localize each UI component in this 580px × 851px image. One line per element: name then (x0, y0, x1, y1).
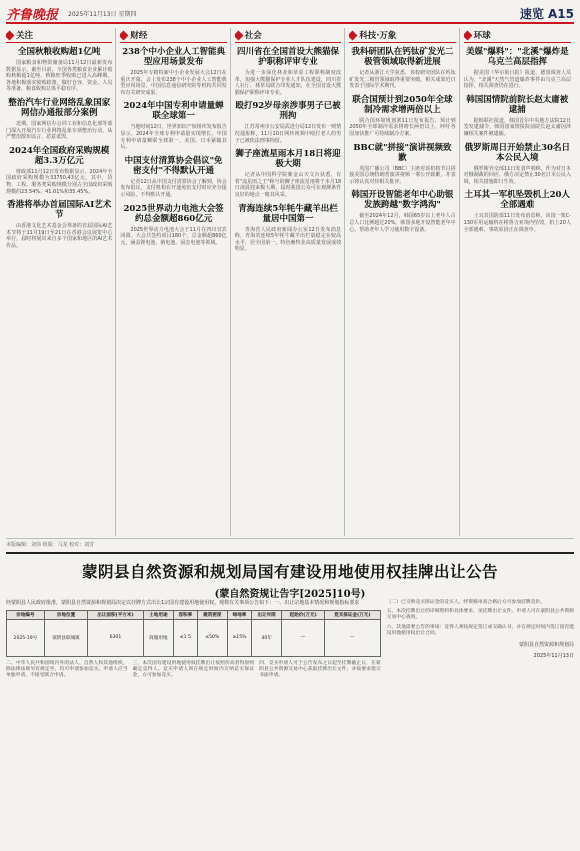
article-body: 近期，国家网信办会同工业和信息化部等部门深入开展汽车行业网络乱象专项整治行动，从严整治散布谣言、恶意诋毁、 (6, 120, 113, 141)
table-row (7, 619, 381, 656)
article-body: 据美国《华尔街日报》报道，德国调查人员认为，"北溪"天然气管道爆炸事件由乌克兰高层指挥，相关调查仍在进行。 (463, 70, 571, 90)
column-header (120, 28, 226, 43)
table-cell: ≥15% (227, 619, 251, 656)
article (235, 204, 341, 253)
article-body: 土耳其国防部11日发布消息称，该国一架C-130军用运输机在格鲁吉亚境内坠毁，机上20人全部遇难，事故原因正在调查中。 (463, 213, 571, 233)
page-credits: 本版编辑：刘伟 组版：马龙 校对：刘芳 (6, 538, 574, 551)
column-keji (349, 28, 459, 536)
parcel-table (6, 610, 381, 657)
article (120, 101, 226, 150)
article-body: 英国广播公司（BBC）主席对该机构节目拼接美国总统特朗普演讲视频一事公开致歉，并表示将认真对待相关批评。 (349, 165, 456, 185)
table-header-row (7, 610, 381, 619)
news-columns (6, 28, 574, 536)
column-guanzhu (6, 28, 116, 536)
article-body: 由香港文化艺术基金会筹备的首届国际AI艺术节将于11月19日至21日在香港会议展览中心举行，届时将展出来自多个国家和地区的AI艺术作品。 (6, 223, 113, 249)
table-header: 起始价(万元) (282, 610, 325, 619)
article-title: 2024年中国专利申请量蝉联全球第一 (123, 101, 224, 122)
table-cell: — (324, 619, 380, 656)
article (6, 146, 112, 195)
article (235, 47, 341, 96)
article-title: 青海连续5年牦牛藏羊出栏量居中国第一 (238, 203, 338, 224)
article-body: 青海省人民政府新闻办公室12日发布消息称，青海省连续5年牦牛藏羊出栏量稳定在较高水平，居全国第一，特色畜牧业高质量发展成效明显。 (234, 226, 342, 253)
article-body: 当地时间12日，世界知识产权组织发布报告显示，2024年全球专利申请量实现增长，中国专利申请量蝉联全球第一，美国、日本紧随其后。 (120, 124, 227, 151)
article (349, 190, 455, 233)
column-title: 财经 (130, 31, 148, 41)
article-title: 四川省在全国首设大熊猫保护职称评审专业 (236, 47, 339, 67)
notice-subtitle: (蒙自然资规让告字[2025]10号) (214, 589, 366, 600)
article (6, 200, 112, 249)
article-body: 财政部11月12日发布数据显示，2024年全国政府采购规模为33750.43亿元，其中，货物、工程、服务类采购规模分别占全国政府采购规模的23.54%、41.01%和35.45%。 (6, 168, 113, 195)
column-header (349, 28, 455, 43)
article-title: 韩国开设智能老年中心助银发族跨越"数字鸿沟" (351, 190, 454, 211)
article-body: 截至2024年12月，韩国65岁以上老年人占总人口比例超过20%，韩国多地开设智能老年中心，帮助老年人学习使用数字设备。 (349, 213, 456, 233)
article-body: 国家粮食和物资储备局11月12日最新发布数据显示，截至目前，全国各类粮食企业累计收购秋粮超1亿吨，秋粮旺季收购已进入高峰期。各地积极落实收购政策，做好仓容、资金、人员等准备，粮食收购总体平稳有序。 (6, 60, 113, 93)
table-header: 出让面积(平方米) (88, 610, 144, 619)
table-header: 容积率 (173, 610, 197, 619)
table-cell: ≤1.5 (173, 619, 197, 656)
table-header: 土地用途 (143, 610, 173, 619)
notice-paragraph: 五、本次挂牌出让的详细资料和具体要求，见挂牌出让文件。申请人可在蒙阴县公共资源交易中心查询。 (386, 609, 574, 621)
notice-signature-date: 2025年11月13日 (533, 653, 574, 660)
table-cell: 2025-19号 (7, 619, 45, 656)
column-title: 环球 (473, 31, 491, 41)
article-title: 整治汽车行业网络乱象国家网信办通报部分案例 (8, 97, 111, 118)
table-cell: — (282, 619, 325, 656)
table-header: 宗地编号 (7, 610, 45, 619)
article-title: 中国支付清算协会倡议"免密支付"不得默认开通 (124, 155, 223, 176)
table-cell: ≤50% (197, 619, 227, 656)
article-body: 记者12日从中国支付清算协会了解到，协会发布倡议，支付机构在开通免密支付时应充分提示风险，不得默认开通。 (120, 178, 227, 198)
article-title: 238个中小企业人工智能典型应用场景发布 (122, 47, 225, 67)
article-title: 狮子座流星雨本月18日将迎极大期 (235, 149, 341, 170)
article-body: 江苏常州市公安局武进分局12日发布一则情况通报称，11月10日网传视频中殴打老人的男子已被依法刑事拘留。 (234, 124, 342, 144)
article-body: 2025世界动力电池大会于11月在四川宜宾闭幕。大会共签约项目180个，总金额超860亿元，涵盖锂电池、钠电池、固态电池等领域。 (120, 226, 227, 246)
notice-intro: 经蒙阴县人民政府批准，蒙阴县自然资源和规划局决定以挂牌方式出让1宗国有建设用地使用权。现将有关事项公告如下：一、出让宗地基本情况和规划指标要求 (6, 600, 360, 606)
table-cell: 6301 (88, 619, 144, 656)
column-title: 关注 (16, 31, 34, 41)
article-body: 记者从中国科学院紫金山天文台获悉，有着"流星雨之王"称号的狮子座流星雨将于本月18日凌晨迎来极大期，届时我国公众可在观测条件良好的地点一睹其风采。 (234, 172, 342, 198)
article-body: 为进一步深化林业和草原工程职称制度改革，加强大熊猫保护专业人才队伍建设，四川省人社厅、林草局联合印发通知，在全国首设大熊猫保护职称评审专业。 (234, 70, 342, 96)
article-title: 俄罗斯周日开始禁止30名日本公民入境 (464, 142, 570, 163)
article-title: 2025世界动力电池大会签约总金额超860亿元 (123, 203, 224, 224)
article-title: 2024年全国政府采购规模超3.3万亿元 (9, 145, 110, 166)
article (6, 47, 112, 93)
article-body: 俄罗斯外交部11日发表声明称，作为对日本对俄制裁的回应，俄方决定禁止30名日本公民入境，相关措施即日生效。 (463, 165, 571, 185)
diamond-icon (349, 30, 357, 40)
table-cell: 40年 (252, 619, 282, 656)
article-title: 全国秋粮收购超1亿吨 (17, 47, 101, 57)
table-header: 宗地位置 (44, 610, 87, 619)
article (120, 204, 226, 247)
article (235, 101, 341, 144)
table-header: 竞买保证金(万元) (324, 610, 380, 619)
column-title: 科技·万象 (359, 31, 397, 41)
newspaper-logo: 齐鲁晚报 (6, 7, 59, 23)
table-header: 出让年限 (252, 610, 282, 619)
article-title: 美媒"爆料"："北溪"爆炸是乌克兰高层指挥 (465, 47, 569, 67)
notice-paragraphs (6, 661, 381, 680)
table-header: 绿地率 (227, 610, 251, 619)
article-title: 殴打92岁母亲涉事男子已被刑拘 (235, 101, 341, 122)
notice-paragraph: 四、竞买申请人可于公告发布之日起至挂牌截止日，在蒙阴县公共资源交易中心获取挂牌出让文件，并按要求提交书面申请。 (259, 660, 381, 678)
article (464, 95, 571, 138)
article (235, 149, 341, 198)
article-body: 据韩联社报道，韩国首尔中央地方法院12日签发逮捕令，韩国国家情报院前院长赵太庸因涉嫌相关案件被逮捕。 (463, 117, 571, 137)
column-header (464, 28, 571, 43)
diamond-icon (120, 30, 128, 40)
notice-title: 蒙阴县自然资源和规划局国有建设用地使用权挂牌出让公告 (81, 562, 498, 581)
column-title: 社会 (244, 31, 262, 41)
article-title: 联合国预计到2050年全球制冷需求增两倍以上 (352, 94, 453, 115)
article (120, 156, 226, 199)
article-body: 2025年专精特新中小企业发展大会12日在重庆开幕。会上发布238个中小企业人工智能典型应用场景，中国信息通信研究院等机构共同发布有关研究成果。 (120, 70, 227, 96)
article-title: BBC就"拼接"演讲视频致歉 (353, 142, 452, 163)
page-section-label: 速览 A15 (519, 6, 574, 21)
diamond-icon (464, 30, 472, 40)
article (6, 98, 112, 141)
table-cell: 商服用地 (143, 619, 173, 656)
notice-paragraph: 三、本次国有建设用地使用权挂牌出让按照价高者得原则确定竞得人。竞买申请人须在规定时间内交纳竞买保证金，方可参加竞买。 (132, 660, 255, 678)
issue-date: 2025年11月13日 星期四 (68, 10, 137, 18)
table-header: 建筑密度 (197, 610, 227, 619)
article (349, 47, 455, 90)
column-header (6, 28, 112, 43)
land-transfer-notice (6, 552, 574, 845)
article-title: 我科研团队在钙钛矿发光二极管领域取得新进展 (351, 47, 454, 67)
article (120, 47, 226, 96)
notice-paragraph: 六、其他需要公告的事项：竞得人须按规定签订成交确认书，并在规定时间内签订国有建设用地使用权出让合同。 (386, 624, 574, 636)
article-title: 韩国国情院前院长赵太庸被逮捕 (466, 94, 569, 115)
column-header (235, 28, 341, 43)
notice-main (6, 600, 381, 845)
article (464, 190, 571, 233)
column-shehui (235, 28, 345, 536)
notice-side (387, 600, 574, 845)
table-cell: 蒙阴县联城镇 (44, 619, 87, 656)
column-huanqiu (464, 28, 574, 536)
article-body: 联合国环境规划署11日发布报告，预计到2050年全球制冷需求将增长两倍以上，呼吁各国加快推广可持续制冷方案。 (349, 117, 456, 137)
masthead (6, 4, 574, 24)
article (349, 143, 455, 186)
notice-paragraph: （二）已交纳竞买保证金的竞买人，经资格审查合格后方可参加挂牌竞价。 (386, 600, 545, 605)
column-caijing (120, 28, 230, 536)
article (464, 143, 571, 186)
diamond-icon (235, 30, 243, 40)
diamond-icon (6, 30, 14, 40)
article (464, 47, 571, 90)
notice-signature-org: 蒙阴县自然资源和规划局 (518, 642, 574, 649)
article (349, 95, 455, 138)
notice-paragraph: 二、中华人民共和国境内外的法人、自然人和其他组织，除法律法规另有规定外，均可申请参加竞买。申请人应当单独申请，不接受联合申请。 (6, 660, 128, 678)
article-title: 土耳其一军机坠毁机上20人全部遇难 (464, 190, 570, 211)
article-title: 香港将举办首届国际AI艺术节 (7, 200, 112, 221)
article-body: 记者从浙江大学获悉，该校研究团队在钙钛矿发光二极管领域取得重要突破，相关成果近日发表于国际学术期刊。 (349, 70, 456, 90)
notice-body (6, 600, 574, 845)
